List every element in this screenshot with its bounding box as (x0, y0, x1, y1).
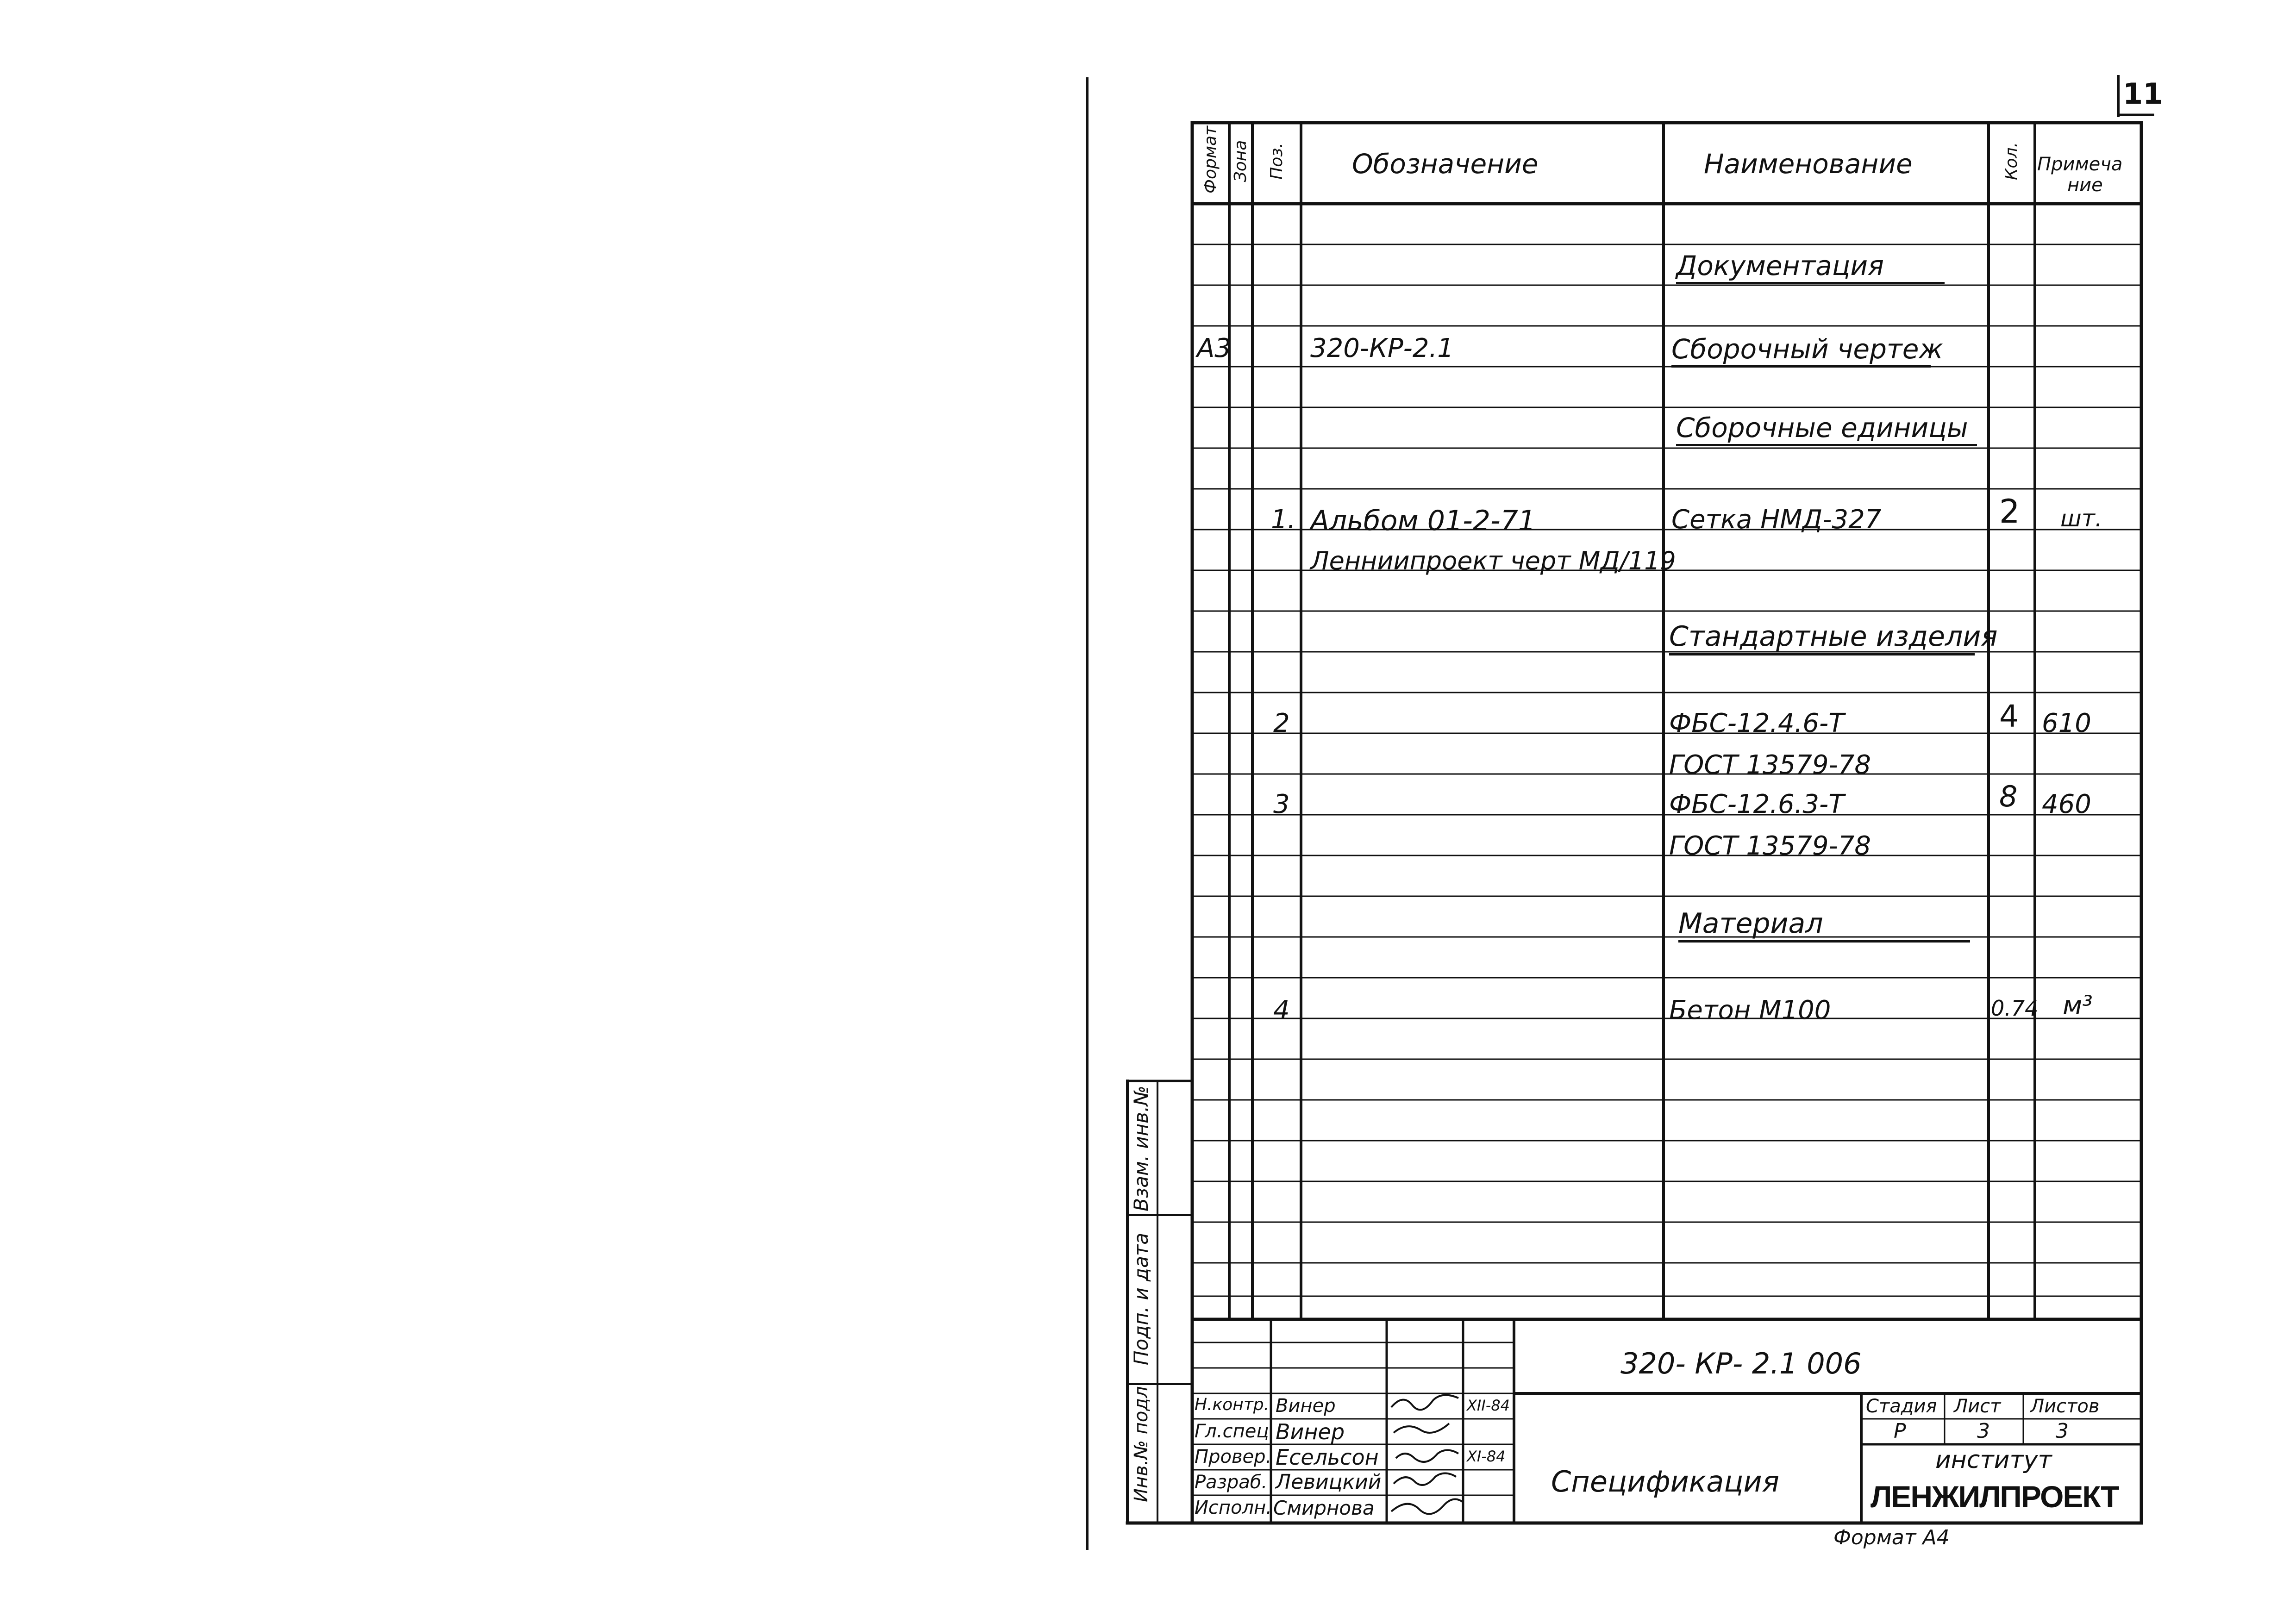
section-standard-items: Стандартные изделия (1669, 623, 1975, 655)
date-n-control: XII-84 (1467, 1397, 1510, 1414)
row-qty: 4 (1999, 699, 2019, 734)
name-checked: Есельсон (1276, 1445, 1379, 1470)
row-name: Бетон М100 (1669, 995, 1831, 1025)
row-pos: 4 (1273, 995, 1290, 1025)
row-note: шт. (2060, 505, 2102, 532)
signature-mark (1391, 1395, 1458, 1410)
name-developed: Левицкий (1276, 1470, 1382, 1494)
row-designation: 320-КР-2.1 (1310, 333, 1454, 363)
sheets-label: Листов (2030, 1396, 2100, 1417)
name-chief-spec: Винер (1276, 1419, 1345, 1444)
row-qty: 8 (1999, 780, 2018, 813)
row-name: ГОСТ 13579-78 (1669, 831, 1871, 861)
side-stamp-inv-orig: Инв.№ подл. (1131, 1380, 1152, 1502)
header-pos: Поз. (1267, 143, 1286, 180)
row-pos: 2 (1273, 708, 1290, 738)
sheets-value: 3 (2056, 1419, 2069, 1443)
document-code: 320- КР- 2.1 006 (1620, 1347, 1862, 1380)
row-name: ГОСТ 13579-78 (1669, 750, 1871, 780)
role-executed: Исполн. (1195, 1497, 1272, 1518)
signature-mark (1391, 1499, 1463, 1514)
row-name: Сборочный чертеж (1671, 336, 1931, 368)
header-designation: Обозначение (1352, 148, 1539, 180)
sheet-label: Лист (1954, 1396, 2001, 1417)
signature-mark (1394, 1423, 1449, 1433)
row-name: Сетка НМД-327 (1671, 505, 1882, 535)
role-developed: Разраб. (1195, 1472, 1268, 1493)
stage-label: Стадия (1866, 1396, 1937, 1417)
side-stamp-sign-date: Подп. и дата (1130, 1232, 1152, 1366)
row-qty: 0.74 (1991, 996, 2039, 1021)
footer-format: Формат А4 (1833, 1526, 1950, 1549)
row-note: 610 (2042, 708, 2091, 738)
date-checked: XI-84 (1467, 1448, 1506, 1465)
sheet-value: 3 (1977, 1419, 1990, 1443)
row-name: ФБС-12.4.6-Т (1669, 708, 1845, 738)
section-documentation: Документация (1676, 252, 1945, 284)
page-number: 11 (2123, 77, 2163, 111)
row-format-a3: А3 (1197, 333, 1231, 363)
name-executed: Смирнова (1273, 1497, 1375, 1519)
role-n-control: Н.контр. (1195, 1395, 1270, 1414)
row-qty: 2 (1999, 493, 2020, 531)
row-name: ФБС-12.6.3-Т (1669, 789, 1845, 819)
signature-mark (1394, 1473, 1456, 1486)
side-stamp-replace-inv: Взам. инв.№ (1130, 1086, 1152, 1211)
role-checked: Провер. (1195, 1446, 1272, 1467)
row-designation: Ленниипроект черт МД/119 (1310, 546, 1676, 575)
row-pos: 1. (1271, 505, 1296, 535)
header-name: Наименование (1704, 148, 1913, 180)
stage-value: Р (1894, 1419, 1906, 1443)
row-note: м³ (2063, 991, 2093, 1021)
document-title: Спецификация (1551, 1465, 1780, 1498)
header-format: Формат (1201, 125, 1220, 194)
header-zone: Зона (1231, 140, 1250, 182)
header-qty: Кол. (2002, 142, 2021, 181)
header-note-1: Примеча (2037, 154, 2123, 175)
org-line-1: институт (1935, 1446, 2052, 1474)
name-n-control: Винер (1276, 1395, 1336, 1417)
org-line-2: ЛЕНЖИЛПРОЕКТ (1871, 1479, 2119, 1514)
header-note-2: ние (2067, 175, 2103, 196)
row-pos: 3 (1273, 789, 1290, 819)
row-designation: Альбом 01-2-71 (1310, 505, 1536, 537)
role-chief-spec: Гл.спец (1195, 1421, 1269, 1442)
row-note: 460 (2042, 789, 2091, 819)
section-assembly-units: Сборочные единицы (1676, 414, 1977, 446)
section-material: Материал (1678, 910, 1970, 943)
signature-mark (1396, 1450, 1458, 1462)
